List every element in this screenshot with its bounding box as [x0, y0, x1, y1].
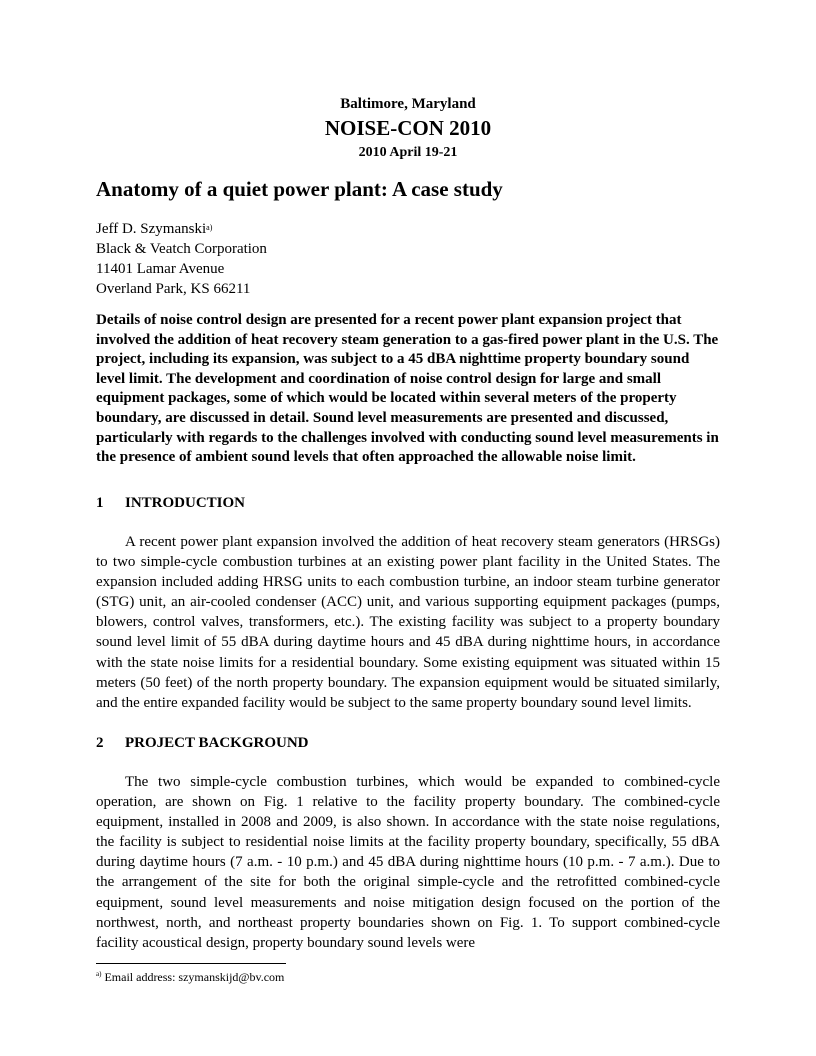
- footnote: [96, 970, 284, 985]
- conference-name: NOISE-CON 2010: [324, 116, 492, 140]
- paper-title: Anatomy of a quiet power plant: A case study: [96, 177, 503, 201]
- affiliation-line: Overland Park, KS 66211: [96, 281, 251, 297]
- section-title: PROJECT BACKGROUND: [125, 735, 309, 751]
- section-paragraph: A recent power plant expansion involved the addition of heat recovery steam generators (HRSGs) to two simple-cycle combustion turbines at an existing power plant facility in the United States. The expansion included adding HRSG units to each combustion turbine, an indoor steam turbine generator (STG) unit, an air-cooled condenser (ACC) unit, and various supporting equipment packages (pumps, blowers, control valves, transformers, etc.). The existing facility was subject to a property boundary sound level limit of 55 dBA during daytime hours and 45 dBA during nighttime hours, in accordance with the state noise limits for a residential boundary. Some existing equipment was situated within 15 meters (50 feet) of the north property boundary. The expansion equipment would be situated similarly, and the entire expanded facility would be subject to the same property boundary sound level limits.: [96, 534, 720, 711]
- conference-dates: 2010 April 19-21: [358, 145, 458, 160]
- footnote-mark: a): [96, 970, 102, 978]
- affiliation-line: Black & Veatch Corporation: [96, 241, 267, 257]
- section-number: 1: [96, 495, 104, 511]
- affiliation-line: 11401 Lamar Avenue: [96, 261, 225, 277]
- section-heading-introduction: [96, 495, 245, 512]
- section-number: 2: [96, 735, 104, 751]
- author-footnote-mark: a): [206, 223, 213, 232]
- footnote-rule: [96, 963, 286, 964]
- author-block: [96, 219, 267, 299]
- footnote-text: Email address: szymanskijd@bv.com: [104, 970, 285, 984]
- section-paragraph: The two simple-cycle combustion turbines, which would be expanded to combined-cycle operation, are shown on Fig. 1 relative to the facility property boundary. The combined-cycle equipment, installed in 2008 and 2009, is also shown. In accordance with the state noise regulations, the facility is subject to residential noise limits at the facility property boundary, specifically, 55 dBA during daytime hours (7 a.m. - 10 p.m.) and 45 dBA during nighttime hours (10 p.m. - 7 a.m.). Due to the arrangement of the site for both the original simple-cycle and the retrofitted combined-cycle equipment, sound level measurements and noise mitigation design focused on the portion of the northwest, north, and northeast property boundaries shown on Fig. 1. To support combined-cycle facility acoustical design, property boundary sound levels were: [96, 774, 720, 951]
- abstract: Details of noise control design are presented for a recent power plant expansion project that involved the addition of heat recovery steam generation to a gas-fired power plant in the U.S. The project, including its expansion, was subject to a 45 dBA nighttime property boundary sound level limit. The development and coordination of noise control design for large and small equipment packages, some of which would be located within several meters of the property boundary, are discussed in detail. Sound level measurements are presented and discussed, particularly with regards to the challenges involved with conducting sound level measurements in the presence of ambient sound levels that often approached the allowable noise limit.: [96, 312, 719, 466]
- conference-location: Baltimore, Maryland: [340, 96, 476, 112]
- section-heading-project-background: [96, 735, 309, 752]
- author-name: Jeff D. Szymanski$^{a)}$: [96, 221, 213, 237]
- section-title: INTRODUCTION: [125, 495, 246, 511]
